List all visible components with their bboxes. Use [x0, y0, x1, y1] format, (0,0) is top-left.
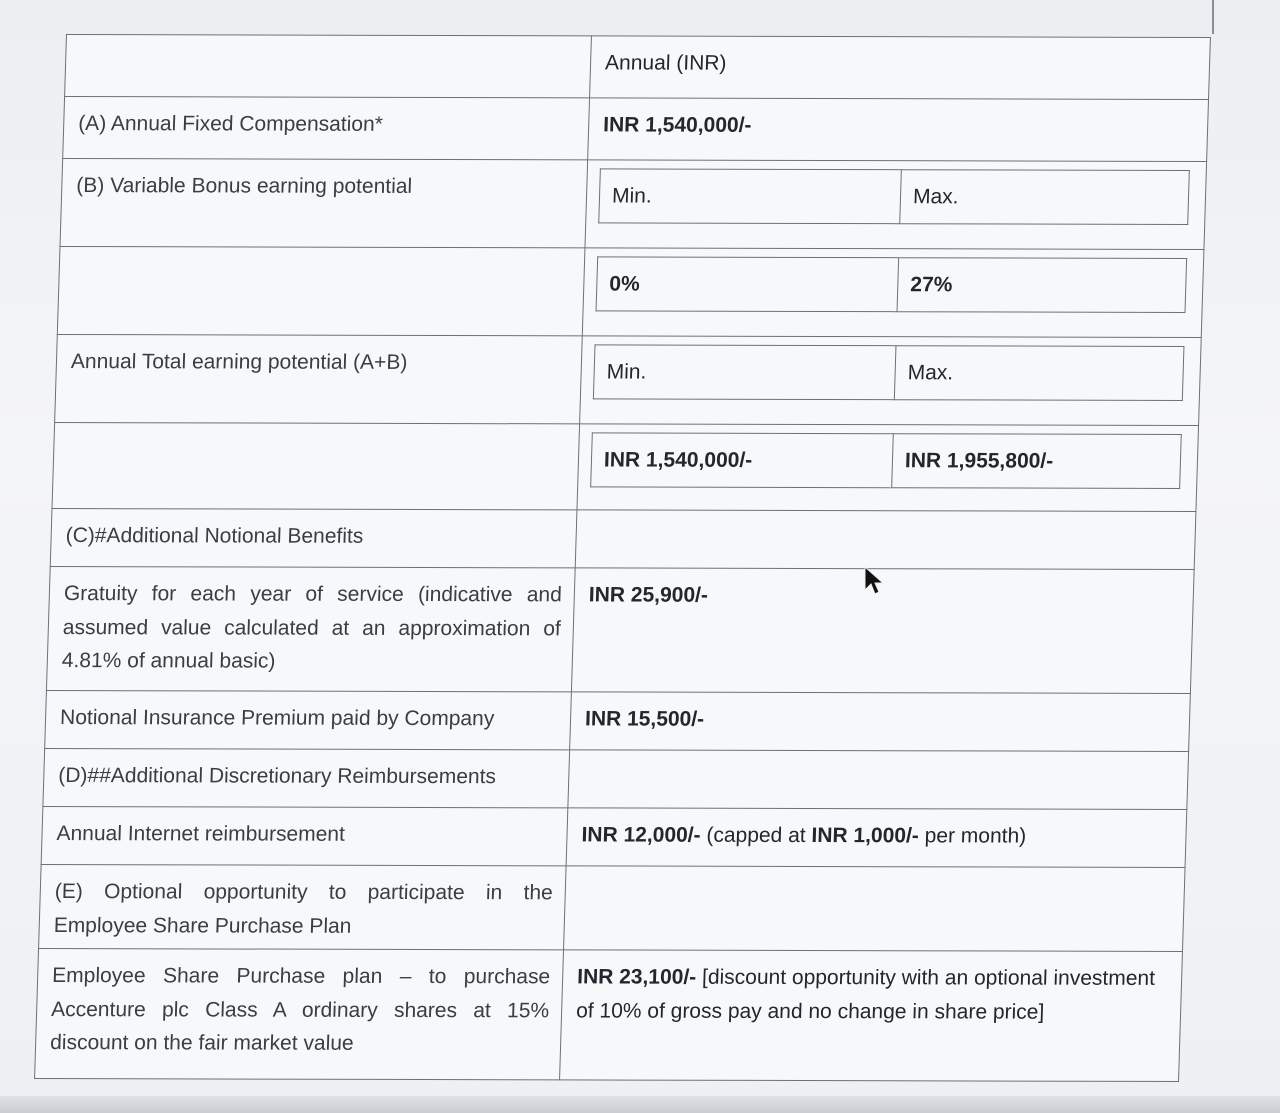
espp-value: [560, 950, 1183, 1081]
espp-note: [discount opportunity with an optional investment of 10% of gross pay and no change in share price]: [575, 965, 1156, 1024]
espp-label: Employee Share Purchase plan – to purchase Accenture plc Class A ordinary shares at 15% discount on the fair market value: [35, 949, 564, 1080]
total-earning-min-label: Min.: [593, 345, 896, 400]
row-internet-reimbursement: [41, 806, 1187, 867]
variable-bonus-min-value: 0%: [596, 257, 899, 312]
variable-bonus-values-table: [596, 256, 1188, 313]
internet-reimbursement-label: Annual Internet reimbursement: [41, 806, 568, 865]
empty-value-cell: [575, 510, 1196, 570]
notional-benefits-heading: (C)#Additional Notional Benefits: [50, 508, 577, 567]
screen-bottom-strip: [0, 1096, 1280, 1113]
compensation-table: [34, 34, 1211, 1082]
empty-label-cell: [52, 422, 580, 509]
row-espp: [35, 949, 1183, 1082]
row-variable-bonus: [60, 159, 1207, 250]
variable-bonus-minmax-cell: [585, 160, 1207, 250]
total-earning-min-value: INR 1,540,000/-: [591, 433, 894, 488]
empty-label-cell: [57, 247, 585, 336]
row-insurance: [45, 690, 1191, 751]
page-edge-line: [1212, 0, 1214, 34]
empty-value-cell: [564, 866, 1186, 952]
variable-bonus-minmax-table: [598, 168, 1190, 225]
row-discretionary-reimbursements: [43, 748, 1189, 809]
total-earning-max-value: INR 1,955,800/-: [892, 434, 1182, 489]
row-espp-heading: [39, 864, 1185, 951]
internet-cap-suffix: per month): [918, 824, 1027, 848]
espp-heading: (E) Optional opportunity to participate in the Employee Share Purchase Plan: [39, 864, 567, 950]
variable-bonus-label: (B) Variable Bonus earning potential: [60, 159, 588, 248]
total-earning-minmax-cell: [580, 336, 1202, 426]
espp-amount: INR 23,100/-: [576, 965, 697, 989]
total-earning-label: Annual Total earning potential (A+B): [55, 335, 583, 424]
mouse-cursor-icon: [864, 566, 886, 596]
fixed-compensation-value: INR 1,540,000/-: [588, 98, 1209, 162]
internet-monthly-cap: INR 1,000/-: [811, 824, 920, 848]
total-earning-values-table: [590, 432, 1182, 489]
empty-value-cell: [568, 750, 1189, 810]
table-header-row: [65, 35, 1211, 100]
fixed-compensation-label: (A) Annual Fixed Compensation*: [63, 97, 590, 160]
insurance-label: Notional Insurance Premium paid by Company: [45, 690, 572, 749]
row-variable-bonus-values: [57, 247, 1204, 338]
variable-bonus-min-label: Min.: [599, 169, 902, 224]
compensation-table-sheet: [34, 34, 1211, 1082]
internet-cap-prefix: (capped at: [700, 823, 812, 848]
header-left-cell: [65, 35, 592, 98]
row-total-earning: [55, 335, 1202, 426]
total-earning-values-cell: [577, 424, 1199, 512]
discretionary-reimbursements-heading: (D)##Additional Discretionary Reimbursements: [43, 748, 570, 807]
internet-amount: INR 12,000/-: [581, 823, 701, 847]
row-additional-notional-benefits: [50, 508, 1196, 569]
total-earning-max-label: Max.: [894, 346, 1184, 401]
insurance-value: INR 15,500/-: [570, 692, 1191, 752]
gratuity-value: INR 25,900/-: [571, 568, 1194, 694]
variable-bonus-max-value: 27%: [897, 258, 1187, 313]
variable-bonus-values-cell: [582, 248, 1204, 338]
total-earning-minmax-table: [593, 344, 1185, 401]
row-gratuity: [46, 566, 1194, 693]
gratuity-label: Gratuity for each year of service (indicative and assumed value calculated at an approximation of 4.81% of annual basic): [46, 566, 575, 691]
row-total-earning-values: [52, 422, 1199, 511]
internet-reimbursement-value: [566, 808, 1187, 868]
row-fixed-compensation: [63, 97, 1209, 162]
header-annual-inr: Annual (INR): [590, 36, 1211, 100]
variable-bonus-max-label: Max.: [900, 170, 1190, 225]
